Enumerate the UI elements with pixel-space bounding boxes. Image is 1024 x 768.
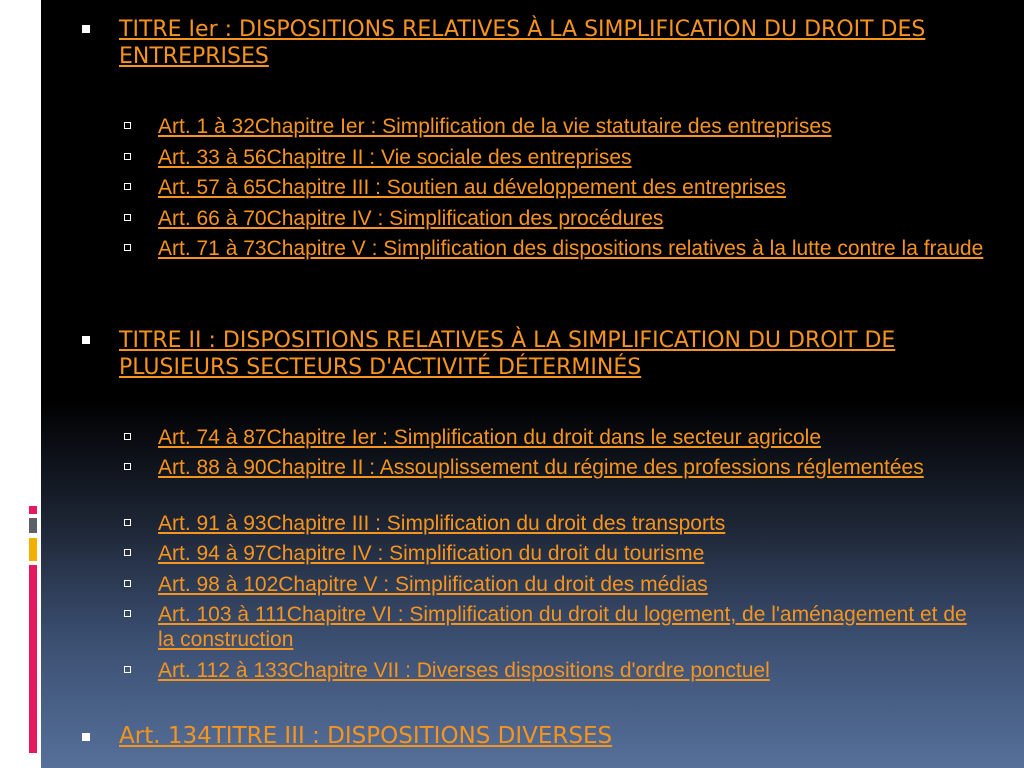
- list-item-link[interactable]: Art. 98 à 102Chapitre V : Simplification du droit des médias: [158, 573, 708, 596]
- list-item-link[interactable]: Art. 88 à 90Chapitre II : Assouplissement du régime des professions réglementées: [158, 456, 924, 479]
- hollow-square-bullet-icon: [124, 122, 131, 129]
- list-item-link[interactable]: Art. 74 à 87Chapitre Ier : Simplification du droit dans le secteur agricole: [158, 426, 822, 449]
- list-item-link[interactable]: Art. 94 à 97Chapitre IV : Simplification du droit du tourisme: [158, 542, 705, 565]
- list-item-link[interactable]: Art. 57 à 65Chapitre III : Soutien au développement des entreprises: [158, 176, 787, 199]
- hollow-square-bullet-icon: [124, 153, 131, 160]
- list-item-link[interactable]: Art. 112 à 133Chapitre VII : Diverses dispositions d'ordre ponctuel: [158, 659, 770, 682]
- hollow-square-bullet-icon: [124, 666, 131, 673]
- hollow-square-bullet-icon: [124, 183, 131, 190]
- section-title-titre-2[interactable]: TITRE II : DISPOSITIONS RELATIVES À LA SIMPLIFICATION DU DROIT DE PLUSIEURS SECTEURS D'ACTIVITÉ DÉTERMINÉS: [119, 328, 896, 380]
- hollow-square-bullet-icon: [124, 610, 131, 617]
- hollow-square-bullet-icon: [124, 580, 131, 587]
- list-item-link[interactable]: Art. 66 à 70Chapitre IV : Simplification des procédures: [158, 207, 664, 230]
- list-item-link[interactable]: Art. 1 à 32Chapitre Ier : Simplification de la vie statutaire des entreprises: [158, 115, 832, 138]
- hollow-square-bullet-icon: [124, 214, 131, 221]
- square-bullet-icon: [82, 336, 90, 344]
- list-item-link[interactable]: Art. 91 à 93Chapitre III : Simplification du droit des transports: [158, 512, 726, 535]
- square-bullet-icon: [82, 733, 90, 741]
- hollow-square-bullet-icon: [124, 463, 131, 470]
- hollow-square-bullet-icon: [124, 549, 131, 556]
- list-item-link[interactable]: Art. 103 à 111Chapitre VI : Simplification du droit du logement, de l'aménagement et de la construction: [158, 603, 967, 651]
- hollow-square-bullet-icon: [124, 244, 131, 251]
- list-item-link[interactable]: Art. 33 à 56Chapitre II : Vie sociale des entreprises: [158, 146, 632, 169]
- section-title-titre-3[interactable]: Art. 134TITRE III : DISPOSITIONS DIVERSES: [119, 723, 613, 749]
- hollow-square-bullet-icon: [124, 519, 131, 526]
- list-item-link[interactable]: Art. 71 à 73Chapitre V : Simplification des dispositions relatives à la lutte contre la fraude: [158, 237, 984, 260]
- hollow-square-bullet-icon: [124, 433, 131, 440]
- square-bullet-icon: [82, 25, 90, 33]
- section-title-titre-1[interactable]: TITRE Ier : DISPOSITIONS RELATIVES À LA SIMPLIFICATION DU DROIT DES ENTREPRISES: [119, 17, 926, 69]
